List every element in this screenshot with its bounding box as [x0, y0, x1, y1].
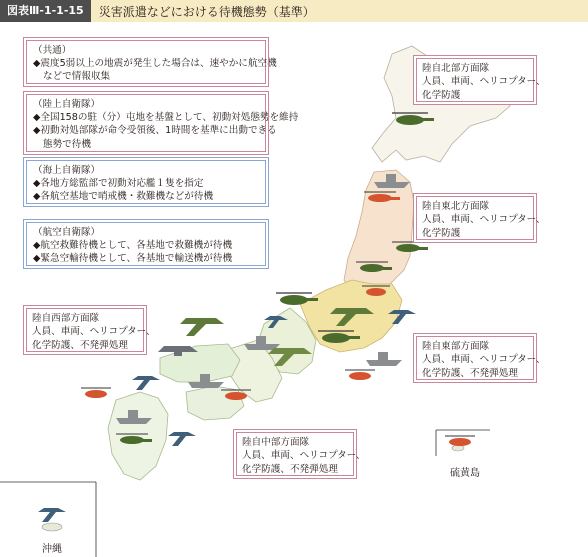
gsdf-line-2: ◆初動対処部隊が命令受領後、1時間を基準に出動できる — [33, 125, 277, 137]
rescue-helicopter-icon — [445, 436, 475, 446]
common-line-1: ◆震度5弱以上の地震が発生した場合は、速やかに航空機 — [33, 58, 277, 70]
msdf-standby-box — [26, 160, 266, 204]
western-army-line-1: 人員、車両、ヘリコプター、 — [32, 326, 156, 338]
asdf-heading: （航空自衛隊） — [33, 227, 101, 238]
msdf-line-2: ◆各航空基地で哨戒機・救難機などが待機 — [33, 191, 214, 203]
asdf-line-1: ◆航空救難待機として、各基地で救難機が待機 — [33, 240, 233, 252]
patrol-aircraft-icon — [132, 376, 160, 390]
figure-label: 図表Ⅲ-1-1-15 — [0, 0, 91, 22]
eastern-army-line-1: 人員、車両、ヘリコプター、 — [422, 354, 546, 366]
northern-army-line-2: 化学防護 — [422, 89, 461, 101]
gsdf-standby-box — [26, 94, 299, 152]
common-standby-box — [26, 40, 277, 84]
iwoto-label: 硫黄島 — [450, 468, 480, 479]
middle-army-box — [236, 432, 366, 476]
asdf-standby-box — [26, 222, 266, 266]
figure-title: 災害派遣などにおける待機態勢（基準） — [98, 4, 315, 19]
eastern-army-box — [416, 336, 546, 380]
western-army-name: 陸自西部方面隊 — [32, 313, 100, 324]
rescue-helicopter-icon — [345, 370, 375, 380]
transport-aircraft-icon — [180, 318, 224, 336]
northeastern-army-name: 陸自東北方面隊 — [422, 201, 490, 212]
gsdf-line-3: 態勢で待機 — [43, 138, 91, 150]
okinawa-island — [42, 523, 62, 531]
asdf-line-2: ◆緊急空輸待機として、各基地で輸送機が待機 — [33, 253, 233, 265]
gsdf-line-1: ◆全国158の駐（分）屯地を基盤として、初動対処態勢を維持 — [33, 112, 299, 124]
patrol-aircraft-icon — [38, 508, 66, 522]
patrol-aircraft-icon — [168, 432, 196, 446]
rescue-helicopter-icon — [81, 388, 111, 398]
ship-icon — [366, 352, 402, 366]
northeastern-army-line-2: 化学防護 — [422, 227, 461, 239]
msdf-line-1: ◆各地方総監部で初動対応艦１隻を指定 — [33, 178, 204, 190]
northern-army-name: 陸自北部方面隊 — [422, 63, 490, 74]
eastern-army-name: 陸自東部方面隊 — [422, 341, 490, 352]
region-kyushu — [108, 392, 168, 480]
eastern-army-line-2: 化学防護、不発弾処理 — [422, 367, 518, 379]
northeastern-army-line-1: 人員、車両、ヘリコプター、 — [422, 214, 546, 226]
northern-army-box — [416, 58, 546, 102]
northeastern-army-box — [416, 196, 546, 240]
western-army-box — [26, 308, 156, 352]
middle-army-line-1: 人員、車両、ヘリコプター、 — [242, 450, 366, 462]
western-army-line-2: 化学防護、不発弾処理 — [32, 339, 128, 351]
gsdf-heading: （陸上自衛隊） — [33, 99, 101, 110]
figure-header — [0, 0, 588, 22]
common-heading: （共通） — [33, 45, 72, 56]
region-tohoku — [344, 170, 414, 294]
region-shikoku — [186, 386, 244, 420]
middle-army-name: 陸自中部方面隊 — [242, 437, 310, 448]
common-line-2: などで情報収集 — [43, 71, 111, 83]
msdf-heading: （海上自衛隊） — [33, 165, 101, 176]
northern-army-line-1: 人員、車両、ヘリコプター、 — [422, 76, 546, 88]
okinawa-label: 沖縄 — [42, 544, 62, 555]
middle-army-line-2: 化学防護、不発弾処理 — [242, 463, 338, 475]
